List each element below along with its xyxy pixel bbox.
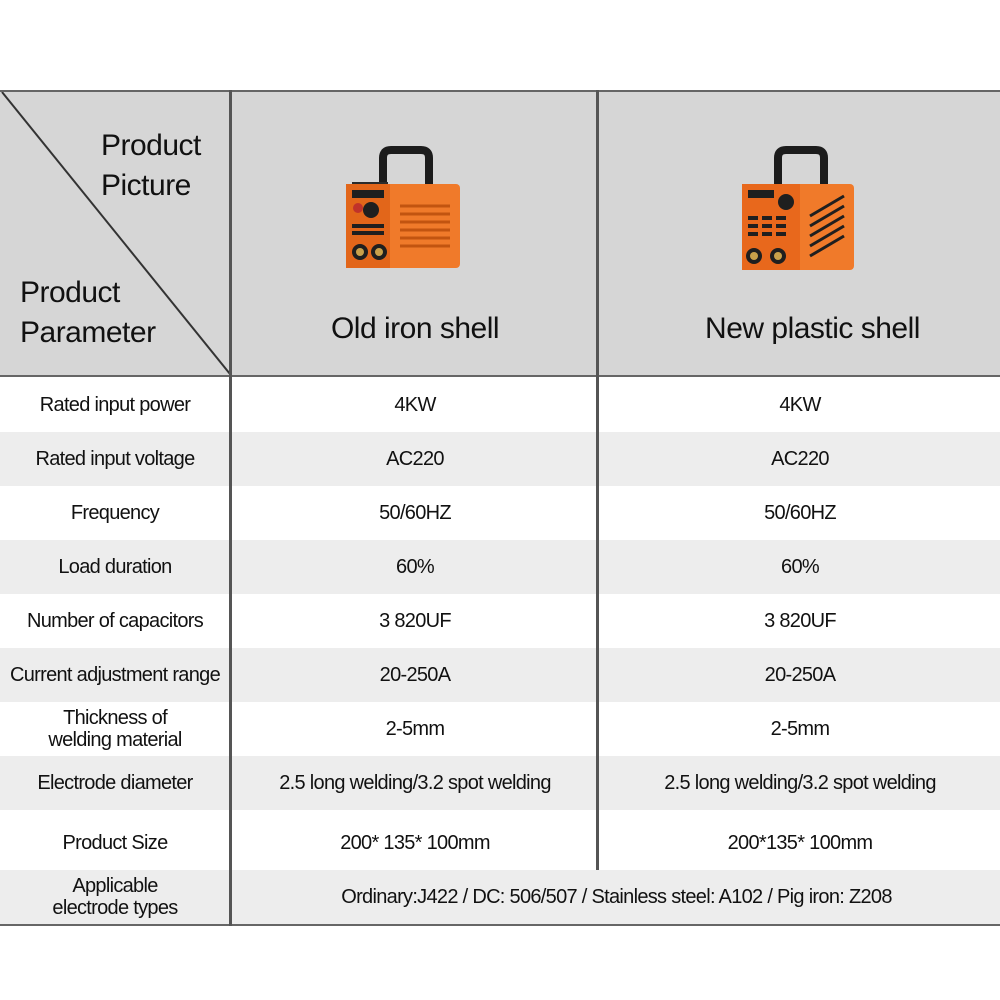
param-label: Product Size bbox=[62, 832, 168, 854]
table-row bbox=[0, 432, 1000, 486]
old-shell-value: 2-5mm bbox=[385, 718, 445, 740]
new-plastic-shell-welder-image bbox=[738, 146, 863, 271]
comparison-table bbox=[0, 90, 1000, 926]
picture-label: Product Picture bbox=[101, 129, 201, 202]
new-shell-value: 4KW bbox=[779, 394, 821, 416]
old-shell-value: 2.5 long welding/3.2 spot welding bbox=[279, 772, 551, 794]
table-row bbox=[0, 486, 1000, 540]
old-shell-value: 60% bbox=[396, 556, 434, 578]
table-row bbox=[0, 648, 1000, 702]
column-title-new-plastic-shell: New plastic shell bbox=[705, 312, 920, 345]
new-shell-value: 60% bbox=[781, 556, 819, 578]
table-row bbox=[0, 816, 1000, 870]
column-divider-left bbox=[229, 90, 232, 926]
electrode-types-value: Ordinary:J422 / DC: 506/507 / Stainless steel: A102 / Pig iron: Z208 bbox=[341, 886, 892, 908]
old-iron-shell-welder-image bbox=[338, 146, 463, 271]
column-divider-right bbox=[596, 90, 599, 870]
table-bottom-border bbox=[0, 924, 1000, 926]
table-top-border bbox=[0, 90, 1000, 92]
new-shell-value: 50/60HZ bbox=[764, 502, 836, 524]
param-label: Applicable electrode types bbox=[52, 875, 178, 919]
param-label: Rated input voltage bbox=[35, 448, 195, 470]
header-bottom-border bbox=[0, 375, 1000, 377]
new-shell-value: AC220 bbox=[771, 448, 829, 470]
table-row bbox=[0, 756, 1000, 810]
param-label: Electrode diameter bbox=[37, 772, 193, 794]
param-label: Thickness of welding material bbox=[48, 707, 182, 751]
table-header bbox=[0, 90, 1000, 376]
table-row bbox=[0, 594, 1000, 648]
table-row bbox=[0, 378, 1000, 432]
column-title-old-iron-shell: Old iron shell bbox=[330, 312, 500, 345]
new-shell-value: 20-250A bbox=[764, 664, 836, 686]
parameter-label: Product Parameter bbox=[20, 276, 156, 349]
param-label: Current adjustment range bbox=[10, 664, 220, 686]
old-shell-value: 4KW bbox=[394, 394, 436, 416]
old-shell-value: 3 820UF bbox=[379, 610, 451, 632]
old-shell-value: 50/60HZ bbox=[379, 502, 451, 524]
new-shell-value: 2-5mm bbox=[770, 718, 830, 740]
old-shell-value: 200* 135* 100mm bbox=[340, 832, 490, 854]
table-row bbox=[0, 540, 1000, 594]
new-shell-value: 3 820UF bbox=[764, 610, 836, 632]
table-row bbox=[0, 870, 1000, 924]
param-label: Rated input power bbox=[39, 394, 191, 416]
param-label: Load duration bbox=[58, 556, 172, 578]
param-label: Number of capacitors bbox=[26, 610, 204, 632]
table-row bbox=[0, 702, 1000, 756]
new-shell-value: 2.5 long welding/3.2 spot welding bbox=[664, 772, 936, 794]
old-shell-value: AC220 bbox=[386, 448, 444, 470]
old-shell-value: 20-250A bbox=[379, 664, 451, 686]
new-shell-value: 200*135* 100mm bbox=[727, 832, 873, 854]
param-label: Frequency bbox=[70, 502, 160, 524]
